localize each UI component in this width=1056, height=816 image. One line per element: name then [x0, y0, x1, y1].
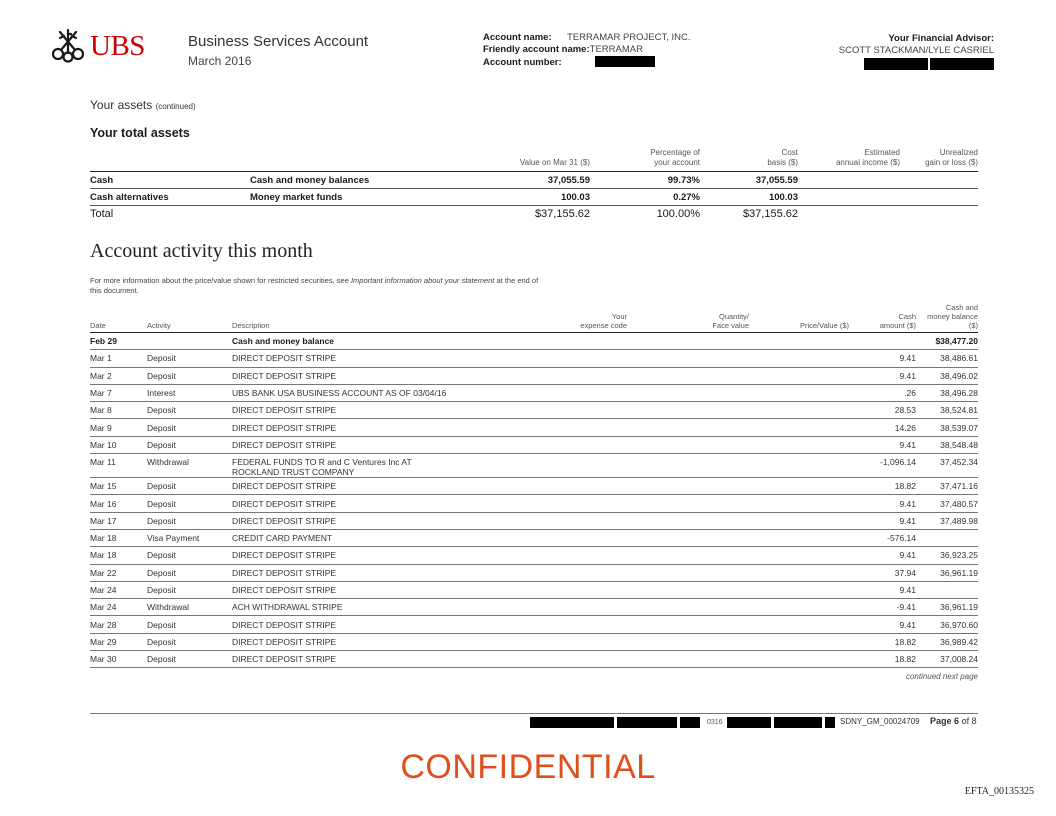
row-cash-amount: -1,096.14: [849, 454, 916, 478]
row-date: Mar 28: [90, 616, 147, 633]
opening-balance-row: Feb 29 Cash and money balance $38,477.20: [90, 333, 978, 350]
table-row: [90, 367, 978, 384]
efta-number: EFTA_00135325: [964, 786, 1034, 797]
row-quantity: [627, 367, 749, 384]
ubs-logo: [48, 26, 145, 66]
redaction-block: [825, 717, 835, 728]
row-price: [749, 478, 849, 495]
row-activity: Deposit: [147, 478, 232, 495]
row-price: [749, 436, 849, 453]
row-description: DIRECT DEPOSIT STRIPE: [232, 478, 492, 495]
row-quantity: [627, 419, 749, 436]
table-row: [90, 478, 978, 495]
col-percentage: Percentage of your account: [650, 148, 700, 167]
row-activity: Deposit: [147, 419, 232, 436]
col-price: Price/Value ($): [799, 321, 849, 330]
row-description: DIRECT DEPOSIT STRIPE: [232, 564, 492, 581]
row-quantity: [627, 564, 749, 581]
row-expense-code: [492, 350, 627, 367]
row-expense-code: [492, 529, 627, 546]
row-description: DIRECT DEPOSIT STRIPE: [232, 581, 492, 598]
table-row: [90, 651, 978, 668]
row-balance: 38,496.28: [916, 384, 978, 401]
footer-code-bar: [530, 717, 838, 728]
row-quantity: [627, 512, 749, 529]
row-balance: 37,008.24: [916, 651, 978, 668]
redaction-block: [530, 717, 614, 728]
row-cash-amount: 9.41: [849, 436, 916, 453]
row-balance: 38,539.07: [916, 419, 978, 436]
row-quantity: [627, 454, 749, 478]
row-activity: Deposit: [147, 633, 232, 650]
row-price: [749, 402, 849, 419]
row-description: DIRECT DEPOSIT STRIPE: [232, 419, 492, 436]
row-activity: Deposit: [147, 367, 232, 384]
row-expense-code: [492, 478, 627, 495]
row-balance: 37,471.16: [916, 478, 978, 495]
row-cash-amount: 14.26: [849, 419, 916, 436]
row-cash-amount: 9.41: [849, 512, 916, 529]
total-row: Total $37,155.62 100.00% $37,155.62: [90, 206, 978, 223]
row-expense-code: [492, 436, 627, 453]
row-description: CREDIT CARD PAYMENT: [232, 529, 492, 546]
advisor-label: Your Financial Advisor:: [888, 33, 994, 44]
row-activity: Deposit: [147, 436, 232, 453]
bates-number: SDNY_GM_00024709: [840, 717, 920, 726]
ubs-wordmark: UBS: [90, 29, 145, 62]
row-price: [749, 547, 849, 564]
row-description: DIRECT DEPOSIT STRIPE: [232, 436, 492, 453]
row-price: [749, 581, 849, 598]
row-activity: Withdrawal: [147, 454, 232, 478]
redaction-block: [864, 58, 928, 70]
friendly-name: TERRAMAR: [589, 44, 643, 55]
row-cash-amount: 37.94: [849, 564, 916, 581]
row-date: Mar 22: [90, 564, 147, 581]
important-info-link: Important information about your statement: [350, 276, 495, 285]
row-date: Mar 24: [90, 599, 147, 616]
row-quantity: [627, 478, 749, 495]
row-cash-amount: 9.41: [849, 495, 916, 512]
col-balance: Cash and money balance ($): [927, 303, 978, 330]
total-assets-title: Your total assets: [90, 126, 190, 140]
row-expense-code: [492, 367, 627, 384]
page-number: Page 6 of 8: [930, 716, 977, 726]
row-price: [749, 651, 849, 668]
col-cost-basis: Cost basis ($): [767, 148, 798, 167]
col-value: Value on Mar 31 ($): [519, 158, 590, 167]
table-row: [90, 512, 978, 529]
row-activity: Deposit: [147, 350, 232, 367]
row-date: Mar 30: [90, 651, 147, 668]
ubs-keys-icon: [48, 26, 88, 66]
row-description: UBS BANK USA BUSINESS ACCOUNT AS OF 03/04/16: [232, 384, 492, 401]
row-expense-code: [492, 402, 627, 419]
row-activity: Withdrawal: [147, 599, 232, 616]
table-row: [90, 616, 978, 633]
row-cash-amount: 18.82: [849, 633, 916, 650]
activity-note: For more information about the price/value shown for restricted securities, see Important information about your statement at the end of this document.: [90, 276, 539, 295]
row-balance: 36,989.42: [916, 633, 978, 650]
row-activity: Visa Payment: [147, 529, 232, 546]
row-expense-code: [492, 547, 627, 564]
continued-note: continued next page: [905, 672, 978, 681]
row-price: [749, 599, 849, 616]
table-row: [90, 495, 978, 512]
row-quantity: [627, 633, 749, 650]
col-description: Description: [232, 321, 270, 330]
account-info: [483, 32, 691, 69]
table-row: [90, 402, 978, 419]
row-quantity: [627, 402, 749, 419]
table-row: [90, 633, 978, 650]
col-date: Date: [90, 321, 106, 330]
row-price: [749, 419, 849, 436]
row-date: Mar 2: [90, 367, 147, 384]
activity-table: [90, 303, 978, 668]
row-activity: Deposit: [147, 581, 232, 598]
redaction-block: [727, 717, 771, 728]
row-balance: 38,486.61: [916, 350, 978, 367]
row-price: [749, 384, 849, 401]
row-quantity: [627, 495, 749, 512]
activity-title: Account activity this month: [90, 240, 313, 262]
row-expense-code: [492, 651, 627, 668]
row-description: DIRECT DEPOSIT STRIPE: [232, 367, 492, 384]
row-description: ACH WITHDRAWAL STRIPE: [232, 599, 492, 616]
row-expense-code: [492, 512, 627, 529]
row-expense-code: [492, 633, 627, 650]
row-date: Mar 10: [90, 436, 147, 453]
row-balance: 38,548.48: [916, 436, 978, 453]
row-quantity: [627, 350, 749, 367]
row-expense-code: [492, 495, 627, 512]
row-price: [749, 367, 849, 384]
row-description: DIRECT DEPOSIT STRIPE: [232, 616, 492, 633]
row-date: Mar 18: [90, 529, 147, 546]
row-date: Mar 11: [90, 454, 147, 478]
row-cash-amount: 28.53: [849, 402, 916, 419]
table-row: [90, 419, 978, 436]
row-date: Mar 8: [90, 402, 147, 419]
row-date: Mar 18: [90, 547, 147, 564]
statement-period: March 2016: [188, 54, 252, 68]
document-title: Business Services Account: [188, 33, 369, 50]
table-row: Cash alternatives Money market funds 100.03 0.27% 100.03: [90, 189, 978, 206]
total-assets-table: [90, 148, 978, 223]
col-quantity: Quantity/ Face value: [712, 312, 749, 330]
table-row: [90, 436, 978, 453]
row-description: DIRECT DEPOSIT STRIPE: [232, 547, 492, 564]
row-expense-code: [492, 564, 627, 581]
row-cash-amount: 9.41: [849, 616, 916, 633]
row-balance: 37,480.57: [916, 495, 978, 512]
row-cash-amount: -576.14: [849, 529, 916, 546]
redaction-block: [595, 56, 655, 67]
row-balance: [916, 529, 978, 546]
row-description: DIRECT DEPOSIT STRIPE: [232, 512, 492, 529]
row-description: FEDERAL FUNDS TO R and C Ventures Inc AT ROCKLAND TRUST COMPANY: [232, 454, 492, 478]
row-expense-code: [492, 419, 627, 436]
account-number-label: Account number:: [483, 57, 562, 68]
row-activity: Deposit: [147, 616, 232, 633]
row-balance: 38,496.02: [916, 367, 978, 384]
row-expense-code: [492, 581, 627, 598]
row-price: [749, 454, 849, 478]
row-description: DIRECT DEPOSIT STRIPE: [232, 651, 492, 668]
row-activity: Deposit: [147, 512, 232, 529]
row-activity: Deposit: [147, 402, 232, 419]
row-description: DIRECT DEPOSIT STRIPE: [232, 633, 492, 650]
row-activity: Deposit: [147, 547, 232, 564]
row-price: [749, 350, 849, 367]
row-cash-amount: 18.82: [849, 478, 916, 495]
row-quantity: [627, 651, 749, 668]
table-row: [90, 384, 978, 401]
row-cash-amount: 18.82: [849, 651, 916, 668]
table-row: [90, 454, 978, 478]
row-balance: 37,489.98: [916, 512, 978, 529]
section-heading: Your assets (continued): [90, 98, 196, 112]
col-est-income: Estimated annual income ($): [835, 148, 900, 167]
row-expense-code: [492, 616, 627, 633]
row-activity: Interest: [147, 384, 232, 401]
table-row: [90, 599, 978, 616]
row-activity: Deposit: [147, 495, 232, 512]
row-price: [749, 512, 849, 529]
row-date: Mar 9: [90, 419, 147, 436]
row-date: Mar 1: [90, 350, 147, 367]
redaction-block: [930, 58, 994, 70]
table-row: Cash Cash and money balances 37,055.59 99.73% 37,055.59: [90, 172, 978, 189]
row-price: [749, 495, 849, 512]
account-name-label: Account name:: [483, 32, 552, 43]
advisor-name: SCOTT STACKMAN/LYLE CASRIEL: [838, 45, 994, 56]
row-date: Mar 15: [90, 478, 147, 495]
row-quantity: [627, 384, 749, 401]
table-row: [90, 529, 978, 546]
row-cash-amount: .26: [849, 384, 916, 401]
row-balance: 38,524.81: [916, 402, 978, 419]
col-activity: Activity: [147, 321, 171, 330]
account-name: TERRAMAR PROJECT, INC.: [567, 32, 691, 43]
row-description: DIRECT DEPOSIT STRIPE: [232, 495, 492, 512]
row-cash-amount: 9.41: [849, 547, 916, 564]
table-header: [90, 303, 978, 333]
row-price: [749, 564, 849, 581]
row-price: [749, 616, 849, 633]
row-quantity: [627, 529, 749, 546]
row-price: [749, 529, 849, 546]
row-quantity: [627, 599, 749, 616]
row-date: Mar 24: [90, 581, 147, 598]
friendly-name-label: Friendly account name:: [483, 44, 590, 55]
row-activity: Deposit: [147, 651, 232, 668]
row-description: DIRECT DEPOSIT STRIPE: [232, 350, 492, 367]
row-date: Mar 16: [90, 495, 147, 512]
col-expense-code: Your expense code: [580, 312, 627, 330]
row-quantity: [627, 581, 749, 598]
row-price: [749, 633, 849, 650]
table-row: [90, 581, 978, 598]
row-cash-amount: -9.41: [849, 599, 916, 616]
row-expense-code: [492, 454, 627, 478]
row-description: DIRECT DEPOSIT STRIPE: [232, 402, 492, 419]
redaction-block: [680, 717, 700, 728]
row-expense-code: [492, 599, 627, 616]
row-date: Mar 7: [90, 384, 147, 401]
row-quantity: [627, 547, 749, 564]
row-date: Mar 17: [90, 512, 147, 529]
row-balance: 36,961.19: [916, 564, 978, 581]
row-quantity: [627, 436, 749, 453]
col-unrealized: Unrealized gain or loss ($): [925, 148, 978, 167]
table-header: [90, 148, 978, 172]
row-balance: 36,923.25: [916, 547, 978, 564]
financial-advisor: [839, 33, 994, 74]
table-row: [90, 350, 978, 367]
table-row: [90, 547, 978, 564]
row-cash-amount: 9.41: [849, 367, 916, 384]
row-balance: 36,970.60: [916, 616, 978, 633]
row-quantity: [627, 616, 749, 633]
row-expense-code: [492, 384, 627, 401]
row-balance: 36,961.19: [916, 599, 978, 616]
row-activity: Deposit: [147, 564, 232, 581]
row-date: Mar 29: [90, 633, 147, 650]
redaction-block: [774, 717, 822, 728]
confidential-stamp: CONFIDENTIAL: [400, 748, 656, 786]
footer-divider: [90, 713, 978, 714]
table-row: [90, 564, 978, 581]
row-cash-amount: 9.41: [849, 581, 916, 598]
col-cash-amount: Cash amount ($): [879, 312, 916, 330]
footer-code: 0316: [707, 719, 723, 726]
row-balance: [916, 581, 978, 598]
redaction-block: [617, 717, 677, 728]
row-cash-amount: 9.41: [849, 350, 916, 367]
row-balance: 37,452.34: [916, 454, 978, 478]
